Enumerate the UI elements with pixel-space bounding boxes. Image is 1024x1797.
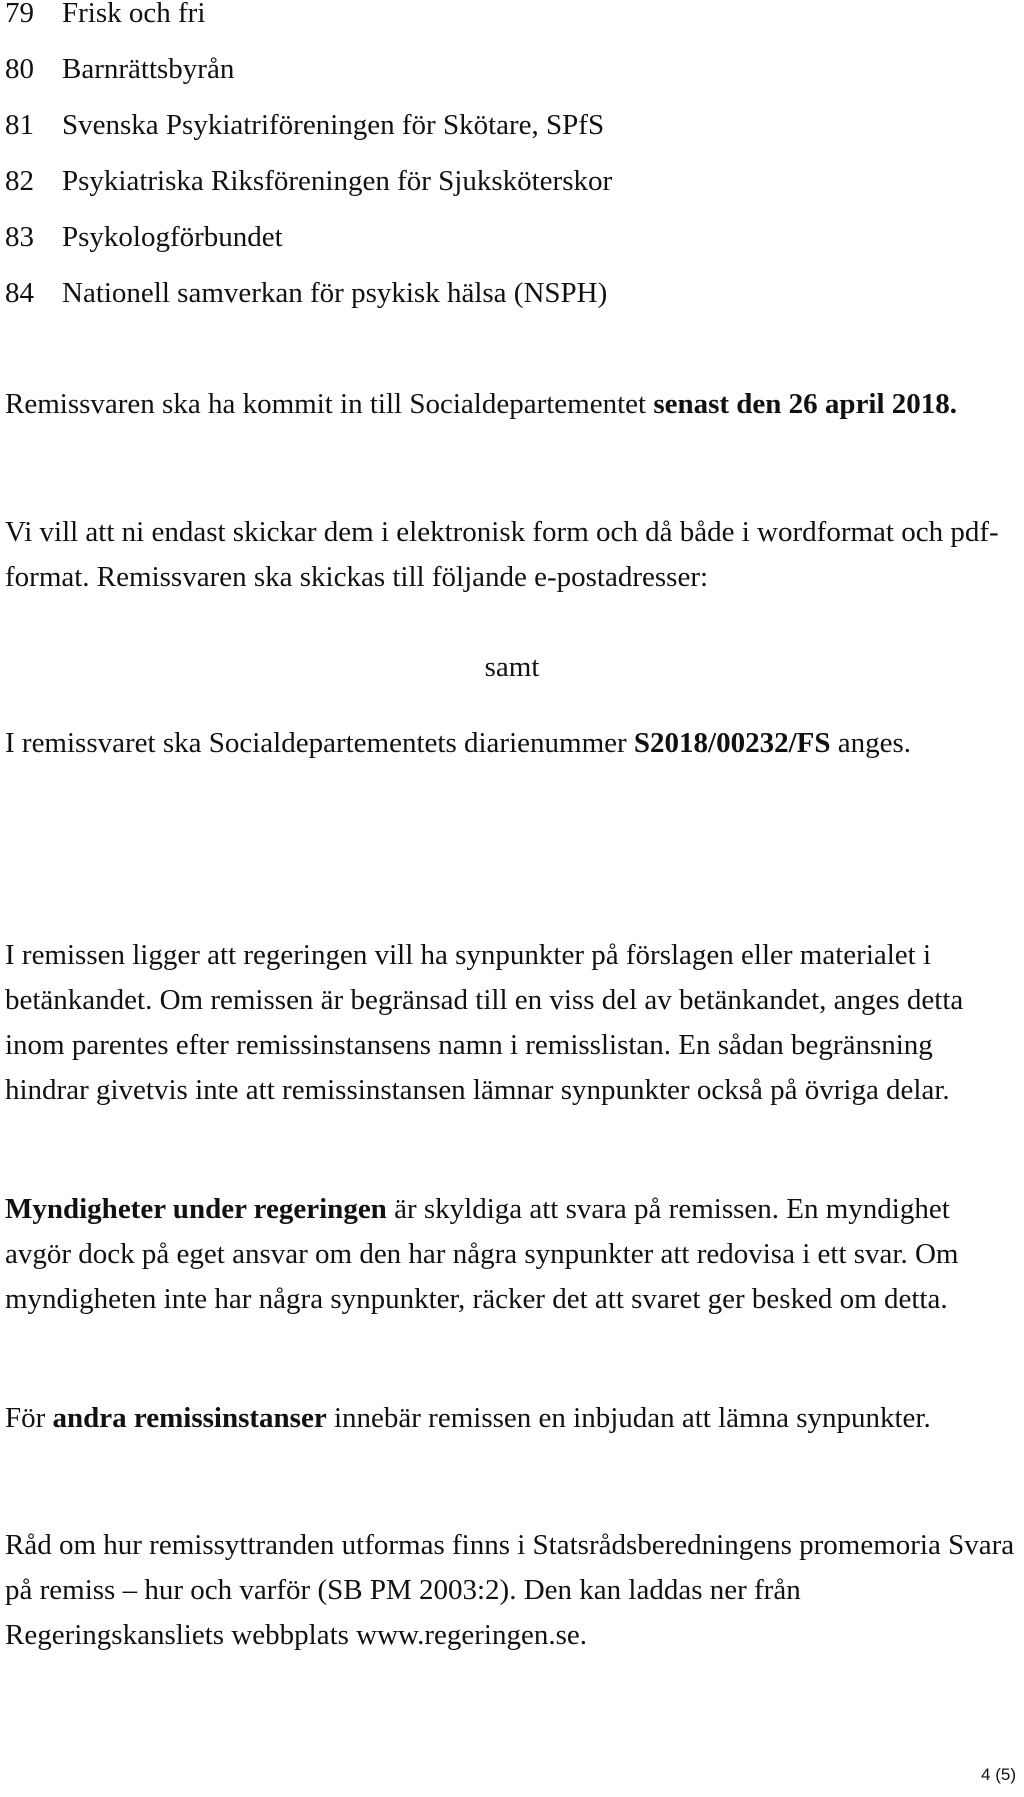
list-item xyxy=(5,54,1005,110)
others-prefix: För xyxy=(5,1402,53,1434)
authorities-paragraph xyxy=(5,1187,1015,1322)
list-item-name: Psykologförbundet xyxy=(62,221,283,253)
email-separator: samt xyxy=(484,651,540,683)
reference-number: S2018/00232/FS xyxy=(633,727,831,759)
scope-text: I remissen ligger att regeringen vill ha synpunkter på förslagen eller materialet i betänkandet. Om remissen är begränsad till en viss del av betänkandet, anges detta inom parentes efter remissinstansens namn i remisslistan. En sådan begränsning hindrar givetvis inte att remissinstansen lämnar synpunkter också på övriga delar. xyxy=(5,939,964,1106)
reference-paragraph xyxy=(5,721,1015,766)
list-item xyxy=(5,278,1005,334)
list-item-number: 84 xyxy=(5,277,34,309)
others-heading: andra remissinstanser xyxy=(52,1402,327,1434)
list-item xyxy=(5,0,1005,54)
deadline-date: senast den 26 april 2018. xyxy=(653,388,958,420)
advice-text: Råd om hur remissyttranden utformas finns i Statsrådsberedningens promemoria Svara på remiss – hur och varför (SB PM 2003:2). Den kan laddas ner från Regeringskansliets webbplats www.regeringen.se. xyxy=(5,1529,1015,1651)
deadline-paragraph xyxy=(5,382,965,427)
list-item-number: 81 xyxy=(5,109,34,141)
reference-tail: anges. xyxy=(830,727,912,759)
list-item-name: Barnrättsbyrån xyxy=(62,53,235,85)
authorities-heading: Myndigheter under regeringen xyxy=(5,1193,387,1225)
scope-paragraph xyxy=(5,933,1015,1113)
list-item-name: Svenska Psykiatriföreningen för Skötare, SPfS xyxy=(62,109,605,141)
authorities-text: är skyldiga att svara på remissen. En myndighet avgör dock på eget ansvar om den har några synpunkter att redovisa i ett svar. Om myndigheten inte har några synpunkter, räcker det att svaret ger besked om detta. xyxy=(5,1193,959,1315)
list-item-number: 83 xyxy=(5,221,34,253)
advice-paragraph xyxy=(5,1523,1015,1658)
recipient-list xyxy=(5,0,1005,334)
list-item-name: Nationell samverkan för psykisk hälsa (NSPH) xyxy=(62,277,608,309)
list-item xyxy=(5,222,1005,278)
list-item-number: 82 xyxy=(5,165,34,197)
format-text: Vi vill att ni endast skickar dem i elektronisk form och då både i wordformat och pdf-format. Remissvaren ska skickas till följande e-postadresser: xyxy=(5,516,999,593)
page-number: 4 (5) xyxy=(981,1765,1016,1784)
list-item-name: Psykiatriska Riksföreningen för Sjuksköterskor xyxy=(62,165,613,197)
reference-text: I remissvaret ska Socialdepartementets diarienummer xyxy=(5,727,634,759)
list-item-name: Frisk och fri xyxy=(62,0,206,29)
list-item-number: 80 xyxy=(5,53,34,85)
list-item xyxy=(5,110,1005,166)
format-paragraph xyxy=(5,510,1015,600)
others-text: innebär remissen en inbjudan att lämna synpunkter. xyxy=(326,1402,931,1434)
others-paragraph xyxy=(5,1396,1015,1441)
deadline-text: Remissvaren ska ha kommit in till Socialdepartementet xyxy=(5,388,654,420)
list-item-number: 79 xyxy=(5,0,34,29)
list-item xyxy=(5,166,1005,222)
